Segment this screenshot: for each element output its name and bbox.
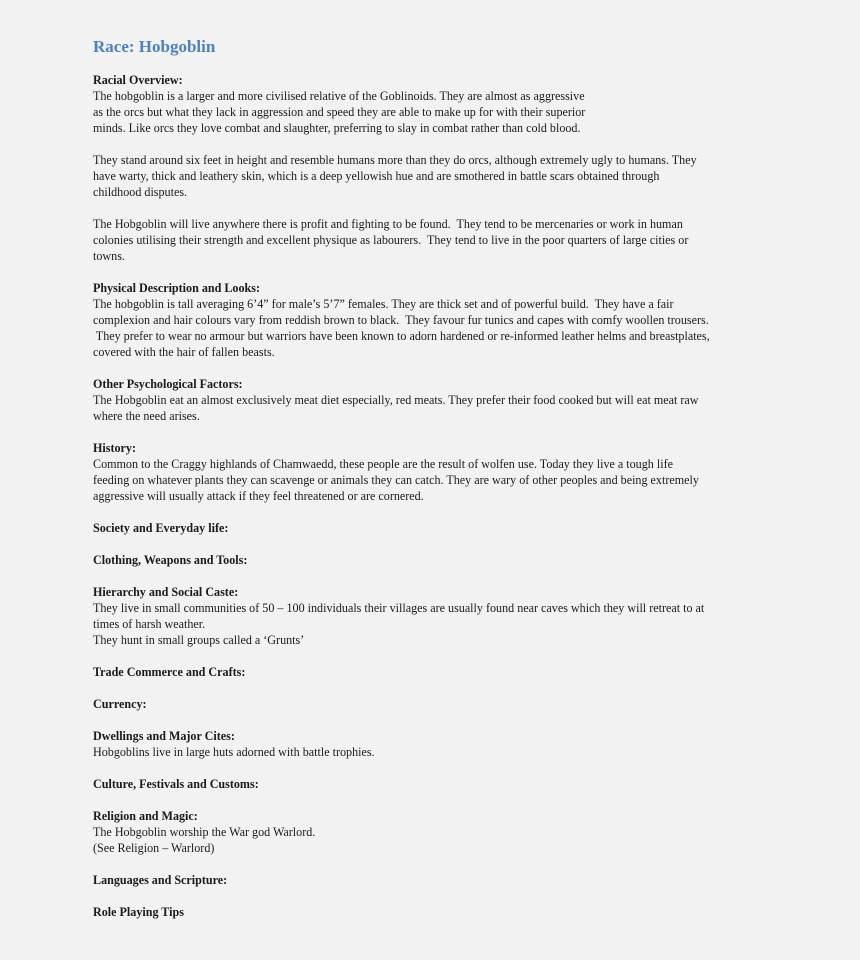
paragraph-line: The Hobgoblin will live anywhere there is profit and fighting to be found. They tend to be mercenaries or work in human [93,217,683,231]
paragraph-line: They live in small communities of 50 – 100 individuals their villages are usually found near caves which they will retreat to at [93,601,705,615]
section-heading-racial-overview: Racial Overview: [93,73,183,87]
paragraph-gap [93,648,783,664]
paragraph-gap [93,536,783,552]
paragraph-line: The hobgoblin is tall averaging 6’4” for male’s 5’7” females. They are thick set and of powerful build. They have a fair [93,297,674,311]
document-title: Race: Hobgoblin [93,37,216,56]
section-heading-role-playing-tips: Role Playing Tips [93,905,184,919]
paragraph-line: The Hobgoblin worship the War god Warlord. [93,825,316,839]
paragraph-gap [93,136,783,152]
paragraph-line: complexion and hair colours vary from reddish brown to black. They favour fur tunics and capes with comfy woollen trousers. [93,313,709,327]
paragraph-line: as the orcs but what they lack in aggression and speed they are able to make up for with their superior [93,105,586,119]
section-heading-dwellings: Dwellings and Major Cites: [93,729,235,743]
paragraph-line: have warty, thick and leathery skin, which is a deep yellowish hue and are smothered in battle scars obtained through [93,169,660,183]
paragraph-gap [93,504,783,520]
paragraph-gap [93,792,783,808]
section-heading-culture: Culture, Festivals and Customs: [93,777,259,791]
paragraph-gap [93,200,783,216]
paragraph-line: towns. [93,249,125,263]
section-heading-society: Society and Everyday life: [93,521,229,535]
paragraph-line: childhood disputes. [93,185,188,199]
paragraph-line: times of harsh weather. [93,617,206,631]
paragraph-line: (See Religion – Warlord) [93,841,215,855]
section-heading-history: History: [93,441,136,455]
paragraph-gap [93,712,783,728]
paragraph-gap [93,360,783,376]
paragraph-gap [93,424,783,440]
paragraph-line: colonies utilising their strength and excellent physique as labourers. They tend to live in the poor quarters of large cities or [93,233,689,247]
paragraph-line: Common to the Craggy highlands of Chamwaedd, these people are the result of wolfen use. Today they live a tough life [93,457,673,471]
paragraph-line: feeding on whatever plants they can scavenge or animals they can catch. They are wary of other peoples and being extremely [93,473,699,487]
section-heading-currency: Currency: [93,697,147,711]
section-heading-languages: Languages and Scripture: [93,873,228,887]
paragraph-gap [93,680,783,696]
paragraph-line: The Hobgoblin eat an almost exclusively meat diet especially, red meats. They prefer their food cooked but will eat meat raw [93,393,699,407]
document-body [93,72,783,920]
section-heading-religion: Religion and Magic: [93,809,198,823]
paragraph-gap [93,760,783,776]
paragraph-line: They hunt in small groups called a ‘Grunts’ [93,633,305,647]
paragraph-gap [93,856,783,872]
paragraph-line: where the need arises. [93,409,200,423]
section-heading-trade: Trade Commerce and Crafts: [93,665,246,679]
section-heading-hierarchy: Hierarchy and Social Caste: [93,585,239,599]
paragraph-line: The hobgoblin is a larger and more civilised relative of the Goblinoids. They are almost as aggressive [93,89,585,103]
section-heading-physical-description: Physical Description and Looks: [93,281,260,295]
section-heading-psychological-factors: Other Psychological Factors: [93,377,243,391]
paragraph-line: They stand around six feet in height and resemble humans more than they do orcs, although extremely ugly to humans. They [93,153,697,167]
paragraph-line: covered with the hair of fallen beasts. [93,345,275,359]
paragraph-line: Hobgoblins live in large huts adorned with battle trophies. [93,745,375,759]
paragraph-line: aggressive will usually attack if they feel threatened or are cornered. [93,489,424,503]
section-heading-clothing: Clothing, Weapons and Tools: [93,553,248,567]
paragraph-gap [93,888,783,904]
paragraph-line: They prefer to wear no armour but warriors have been known to adorn hardened or re-informed leather helms and breastplates, [93,329,710,343]
paragraph-line: minds. Like orcs they love combat and slaughter, preferring to slay in combat rather than cold blood. [93,121,581,135]
paragraph-gap [93,568,783,584]
paragraph-gap [93,264,783,280]
